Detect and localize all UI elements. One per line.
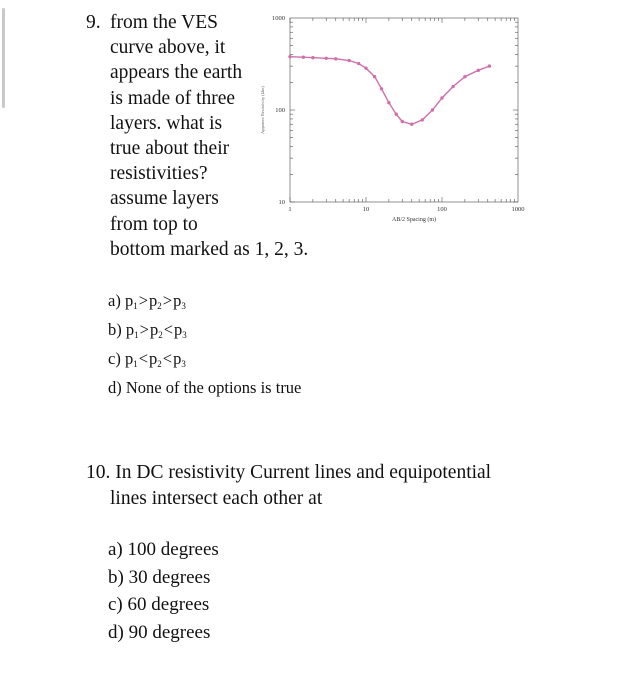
- rho-symbol: p: [173, 291, 182, 310]
- question-9-line: layers. what is: [110, 112, 223, 134]
- subscript: 2: [157, 359, 162, 369]
- question-9-line: assume layers: [110, 188, 219, 210]
- comparison-operator: <: [138, 349, 149, 368]
- option-c[interactable]: c) 60 degrees: [108, 594, 210, 615]
- option-c[interactable]: [108, 347, 301, 376]
- rho-symbol: p: [174, 320, 183, 339]
- comparison-operator: >: [139, 320, 149, 339]
- data-point: [373, 75, 376, 78]
- y-tick-label: 10: [278, 199, 285, 206]
- question-9-line: bottom marked as 1, 2, 3.: [110, 238, 309, 260]
- data-point: [440, 96, 443, 99]
- comparison-operator: <: [163, 320, 173, 339]
- rho-symbol: p: [124, 291, 134, 310]
- x-tick-label: 10: [362, 206, 370, 213]
- subscript: 3: [182, 330, 187, 340]
- question-10-options: [108, 536, 219, 646]
- data-point: [302, 55, 305, 58]
- data-point: [421, 118, 424, 121]
- subscript: 3: [181, 301, 186, 311]
- option-label: a): [108, 291, 121, 310]
- question-9-options: [108, 289, 301, 400]
- rho-symbol: p: [149, 291, 158, 310]
- data-point: [488, 64, 491, 67]
- data-point: [325, 57, 328, 60]
- option-d[interactable]: d) None of the options is true: [108, 378, 302, 397]
- plot-frame: [290, 18, 518, 202]
- subscript: 2: [157, 301, 162, 311]
- data-point: [364, 66, 367, 69]
- data-point: [357, 62, 360, 65]
- data-point: [347, 59, 350, 62]
- subscript: 1: [133, 301, 138, 311]
- x-tick-label: 1: [288, 206, 292, 213]
- data-point: [431, 108, 434, 111]
- question-9-line: is made of three: [110, 87, 236, 109]
- x-tick-label: 100: [437, 206, 447, 213]
- option-label: b): [108, 320, 122, 339]
- question-9-line: curve above, it: [110, 37, 226, 59]
- data-point: [395, 113, 398, 116]
- data-point: [410, 123, 413, 126]
- data-point: [288, 55, 291, 58]
- data-point: [387, 101, 390, 104]
- option-a[interactable]: [108, 289, 301, 318]
- rho-symbol: p: [149, 320, 159, 339]
- ves-curve-line: [290, 57, 489, 125]
- comparison-operator: >: [138, 291, 149, 310]
- option-b[interactable]: [108, 318, 301, 347]
- rho-symbol: p: [173, 349, 182, 368]
- question-9-line: appears the earth: [110, 62, 243, 84]
- data-point: [463, 75, 466, 78]
- page-left-edge-bar: [2, 8, 5, 108]
- rho-symbol: p: [149, 349, 158, 368]
- option-d[interactable]: d) 90 degrees: [108, 621, 211, 643]
- option-a[interactable]: a) 100 degrees: [108, 539, 219, 560]
- data-point: [311, 56, 314, 59]
- question-10: [86, 460, 491, 511]
- ves-curve-svg: [250, 8, 540, 230]
- question-9-number: 9.: [86, 12, 101, 33]
- option-b[interactable]: b) 30 degrees: [108, 566, 211, 588]
- option-label: c): [108, 349, 121, 368]
- x-axis-label: AB/2 Spacing (m): [392, 217, 436, 223]
- data-point: [451, 85, 454, 88]
- x-tick-label: 1000: [511, 206, 525, 213]
- y-tick-label: 100: [275, 107, 285, 114]
- subscript: 1: [134, 330, 139, 340]
- question-10-line: lines intersect each other at: [110, 487, 323, 509]
- subscript: 1: [133, 359, 138, 369]
- subscript: 3: [181, 359, 186, 369]
- ves-curve-chart: [250, 8, 540, 230]
- y-axis-label: Apparent Resistivity (Ωm): [260, 85, 265, 135]
- question-10-line: 10. In DC resistivity Current lines and equipotential: [86, 462, 492, 483]
- y-tick-label: 1000: [272, 15, 285, 22]
- subscript: 2: [158, 330, 163, 340]
- data-point: [334, 57, 337, 60]
- rho-symbol: p: [124, 349, 134, 368]
- question-9-line: true about their: [110, 138, 230, 159]
- data-point: [477, 69, 480, 72]
- question-9-line: from top to: [110, 213, 198, 235]
- comparison-operator: >: [162, 291, 173, 310]
- data-point: [380, 87, 383, 90]
- question-9-line: from the VES: [110, 12, 218, 33]
- comparison-operator: <: [162, 349, 173, 368]
- question-9-line: resistivities?: [110, 163, 208, 185]
- rho-symbol: p: [125, 320, 135, 339]
- data-point: [401, 120, 404, 123]
